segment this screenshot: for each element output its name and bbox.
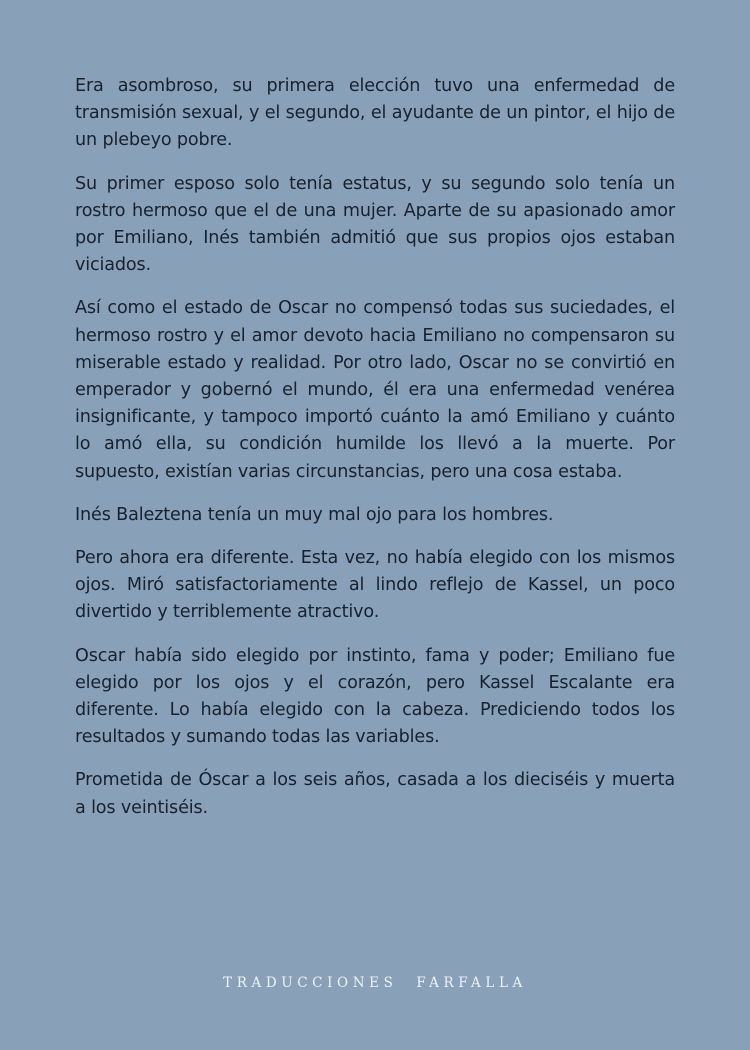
paragraph-6: Oscar había sido elegido por instinto, fama y poder; Emiliano fue elegido por los ojos y el corazón, pero Kassel Escalante era diferente. Lo había elegido con la cabeza. Prediciendo todos los resultados y sumando todas las variables. (75, 645, 675, 748)
footer-credit (0, 975, 750, 991)
paragraph-2: Su primer esposo solo tenía estatus, y su segundo solo tenía un rostro hermoso que el de una mujer. Aparte de su apasionado amor por Emiliano, Inés también admitió que sus propios ojos estaban viciados. (75, 173, 675, 276)
paragraph-7: Prometida de Óscar a los seis años, casada a los dieciséis y muerta a los veintiséis. (75, 770, 675, 818)
paragraph-1: Era asombroso, su primera elección tuvo una enfermedad de transmisión sexual, y el segundo, el ayudante de un pintor, el hijo de un plebeyo pobre. (75, 76, 675, 151)
paragraph-4: Inés Baleztena tenía un muy mal ojo para los hombres. (75, 504, 554, 525)
footer-word-1: TRADUCCIONES (223, 975, 398, 991)
paragraph-3: Así como el estado de Oscar no compensó todas sus suciedades, el hermoso rostro y el amor devoto hacia Emiliano no compensaron su miserable estado y realidad. Por otro lado, Oscar no se convirtió en emperador y gobernó el mundo, él era una enfermedad venérea insignificante, y tampoco importó cuánto la amó Emiliano y cuánto lo amó ella, su condición humilde los llevó a la muerte. Por supuesto, existían varias circunstancias, pero una cosa estaba. (75, 298, 675, 482)
document-body (75, 73, 675, 838)
footer-word-2: FARFALLA (416, 975, 527, 991)
paragraph-5: Pero ahora era diferente. Esta vez, no había elegido con los mismos ojos. Miró satisfactoriamente al lindo reflejo de Kassel, un poco divertido y terriblemente atractivo. (75, 548, 675, 623)
